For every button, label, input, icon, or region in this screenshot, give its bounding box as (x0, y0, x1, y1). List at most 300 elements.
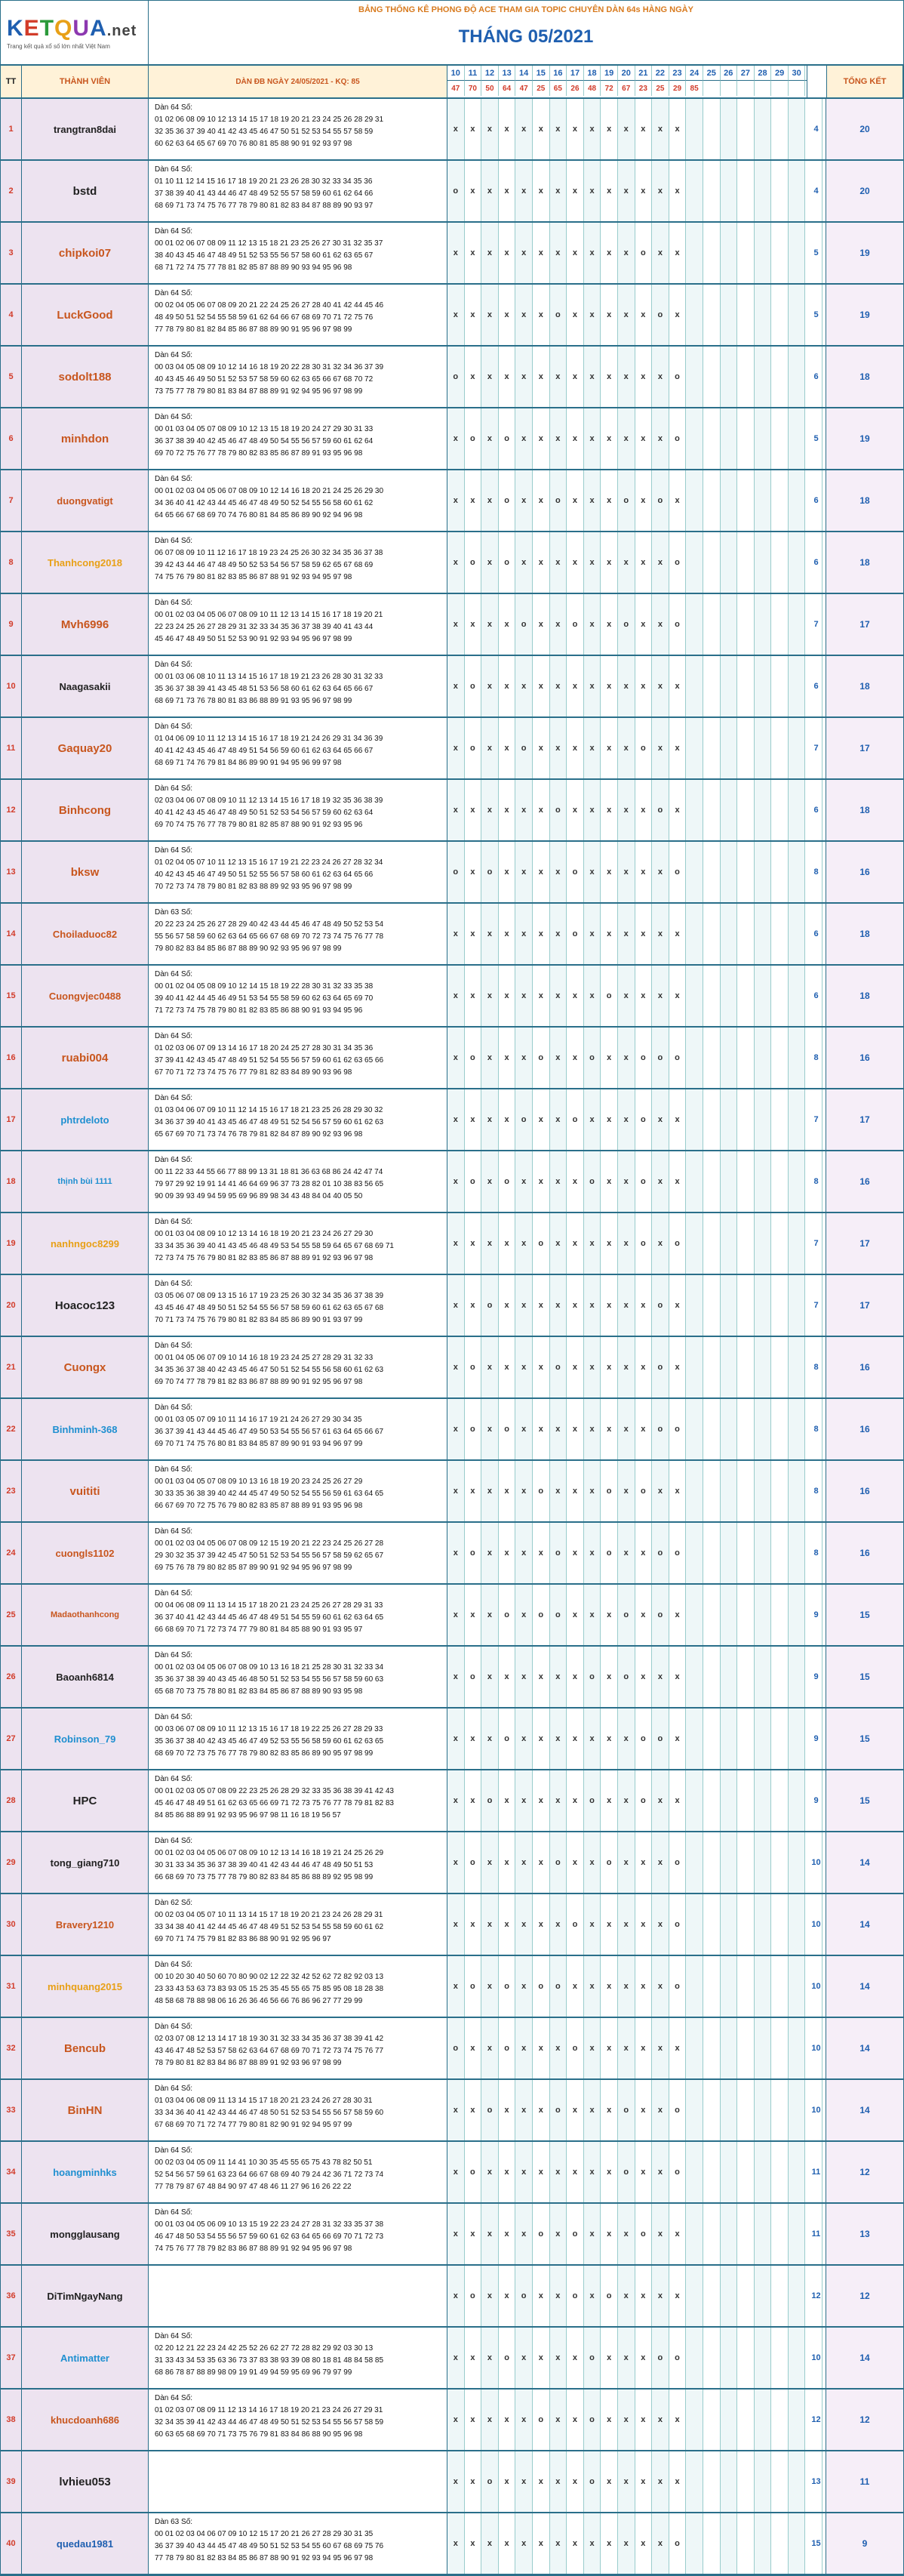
day-mark: x (447, 2451, 465, 2512)
member-name[interactable]: hoangminhks (22, 2142, 149, 2202)
miss-count: 6 (807, 532, 826, 593)
day-mark (789, 842, 806, 902)
day-mark (721, 1399, 738, 1459)
day-mark (789, 594, 806, 655)
day-mark: x (499, 966, 516, 1026)
day-mark: x (618, 1956, 635, 2017)
day-mark: x (481, 1709, 499, 1769)
table-row (1, 161, 903, 223)
day-mark: x (499, 2266, 516, 2326)
day-mark: o (465, 1832, 482, 1893)
day-mark: x (533, 1647, 550, 1707)
day-mark: x (652, 1151, 669, 1212)
number-set-heading: Dàn 64 Số: (155, 1404, 193, 1412)
day-marks (447, 223, 807, 283)
day-mark: x (567, 161, 584, 221)
total-score: 19 (826, 408, 903, 469)
day-mark: x (550, 842, 567, 902)
member-name[interactable]: tong_giang710 (22, 1832, 149, 1893)
day-number: 16 (550, 66, 567, 81)
day-mark: x (635, 594, 653, 655)
day-mark: o (499, 2328, 516, 2388)
day-number: 12 (481, 66, 499, 81)
number-set (149, 2080, 447, 2140)
day-mark: x (584, 1089, 601, 1150)
total-score: 16 (826, 1151, 903, 1212)
member-name[interactable]: Hoacoc123 (22, 1275, 149, 1336)
member-name[interactable]: Bravery1210 (22, 1894, 149, 1955)
day-mark (721, 1151, 738, 1212)
day-mark: x (567, 1399, 584, 1459)
day-marks (447, 2513, 807, 2574)
day-mark: o (652, 1399, 669, 1459)
day-mark (771, 1894, 789, 1955)
day-mark: o (669, 347, 687, 407)
day-mark: x (550, 1461, 567, 1521)
day-mark: x (481, 966, 499, 1026)
day-mark: x (601, 1770, 618, 1831)
row-index: 12 (1, 780, 22, 840)
member-name[interactable]: sodolt188 (22, 347, 149, 407)
day-mark: x (499, 2451, 516, 2512)
miss-count: 10 (807, 2018, 826, 2078)
day-mark (771, 1461, 789, 1521)
day-mark (771, 2266, 789, 2326)
day-mark: x (447, 532, 465, 593)
day-mark: o (567, 594, 584, 655)
day-mark: o (584, 2390, 601, 2450)
day-mark: x (447, 2204, 465, 2264)
table-row (1, 718, 903, 780)
number-line: 00 02 04 05 06 07 08 09 20 21 22 24 25 26 27 28 40 41 42 44 45 46 (155, 301, 384, 310)
day-mark (789, 347, 806, 407)
day-mark (771, 656, 789, 716)
day-mark: x (499, 285, 516, 345)
member-name[interactable]: quedau1981 (22, 2513, 149, 2574)
member-name[interactable]: Robinson_79 (22, 1709, 149, 1769)
number-line: 30 33 35 36 38 39 40 42 44 45 47 49 50 52 54 55 56 59 61 63 64 65 (155, 1490, 384, 1498)
day-mark (755, 1647, 772, 1707)
day-mark: x (618, 161, 635, 221)
day-mark: x (669, 966, 687, 1026)
number-line: 36 37 38 39 40 42 45 46 47 48 49 50 54 55 56 57 59 60 61 62 64 (155, 437, 374, 445)
day-mark: o (618, 1647, 635, 1707)
miss-count: 7 (807, 1089, 826, 1150)
result-number: 64 (499, 81, 516, 96)
day-mark: x (481, 2513, 499, 2574)
miss-count: 11 (807, 2204, 826, 2264)
member-name[interactable]: Bencub (22, 2018, 149, 2078)
member-name[interactable]: cuongls1102 (22, 1523, 149, 1583)
day-mark: o (550, 1956, 567, 2017)
day-mark: x (515, 656, 533, 716)
member-name[interactable]: khucdoanh686 (22, 2390, 149, 2450)
day-mark (686, 2451, 703, 2512)
day-marks (447, 718, 807, 778)
table-row (1, 1461, 903, 1523)
day-mark: x (618, 408, 635, 469)
day-mark: o (635, 1709, 653, 1769)
day-mark (771, 285, 789, 345)
day-mark (771, 904, 789, 964)
number-set-heading: Dàn 64 Số: (155, 2208, 193, 2217)
day-mark: o (669, 1523, 687, 1583)
day-mark: x (652, 347, 669, 407)
day-mark: x (465, 2451, 482, 2512)
day-mark: x (652, 1461, 669, 1521)
day-mark (737, 1213, 755, 1274)
number-line: 68 69 70 72 73 75 76 77 78 79 80 82 83 85 86 89 90 95 97 98 99 (155, 1749, 374, 1758)
number-set (149, 2018, 447, 2078)
day-mark (789, 470, 806, 531)
table-row (1, 1647, 903, 1709)
day-mark: x (533, 966, 550, 1026)
day-mark (703, 1275, 721, 1336)
day-marks (447, 1956, 807, 2017)
total-score: 14 (826, 1956, 903, 2017)
day-mark: x (669, 2390, 687, 2450)
day-mark: o (515, 594, 533, 655)
member-name[interactable]: Antimatter (22, 2328, 149, 2388)
member-name[interactable]: thịnh bùi 1111 (22, 1151, 149, 1212)
number-set-heading: Dàn 64 Số: (155, 1961, 193, 1969)
member-name[interactable]: phtrdeloto (22, 1089, 149, 1150)
day-mark: x (481, 223, 499, 283)
day-mark: x (481, 1523, 499, 1583)
day-mark: x (601, 2080, 618, 2140)
miss-count: 4 (807, 161, 826, 221)
day-mark (755, 1275, 772, 1336)
day-mark: o (481, 842, 499, 902)
day-mark (686, 1709, 703, 1769)
ketqua-logo[interactable] (1, 1, 149, 64)
day-mark: x (465, 2204, 482, 2264)
day-mark: x (533, 2080, 550, 2140)
day-mark: x (499, 2204, 516, 2264)
member-name[interactable]: Thanhcong2018 (22, 532, 149, 593)
number-set-heading: Dàn 64 Số: (155, 2085, 193, 2093)
table-row (1, 1894, 903, 1956)
member-name[interactable]: Naagasakii (22, 656, 149, 716)
table-row (1, 1832, 903, 1894)
day-mark: o (567, 2266, 584, 2326)
result-number-row (447, 81, 807, 96)
day-mark: x (567, 347, 584, 407)
row-index: 30 (1, 1894, 22, 1955)
day-mark: x (584, 1894, 601, 1955)
day-mark (721, 161, 738, 221)
day-mark: o (515, 718, 533, 778)
number-line: 00 01 02 03 04 05 06 07 08 09 10 12 13 14 16 18 19 21 24 25 26 29 (155, 1849, 384, 1857)
day-mark: x (515, 842, 533, 902)
miss-count: 11 (807, 2142, 826, 2202)
day-mark: x (499, 1461, 516, 1521)
day-mark: x (515, 2204, 533, 2264)
day-mark (721, 1647, 738, 1707)
number-line: 34 36 40 41 42 43 44 45 46 47 48 49 50 52 54 55 56 58 60 61 62 (155, 499, 374, 507)
day-mark: o (618, 594, 635, 655)
day-mark (686, 285, 703, 345)
day-mark: x (447, 2328, 465, 2388)
day-mark: x (584, 2142, 601, 2202)
member-name[interactable]: Mvh6996 (22, 594, 149, 655)
member-name[interactable]: Cuongvjec0488 (22, 966, 149, 1026)
day-mark (755, 223, 772, 283)
table-row (1, 842, 903, 904)
table-row (1, 1523, 903, 1585)
member-name[interactable]: trangtran8dai (22, 99, 149, 159)
member-name[interactable]: LuckGood (22, 285, 149, 345)
day-mark: x (584, 1213, 601, 1274)
day-mark: o (499, 532, 516, 593)
day-mark: x (550, 2018, 567, 2078)
member-name[interactable]: Cuongx (22, 1337, 149, 1397)
day-mark: x (567, 408, 584, 469)
day-mark (686, 1832, 703, 1893)
member-name[interactable]: vuititi (22, 1461, 149, 1521)
day-mark (737, 1089, 755, 1150)
day-mark: x (584, 1956, 601, 2017)
day-mark: x (669, 656, 687, 716)
table-row (1, 1213, 903, 1275)
day-mark: x (550, 1275, 567, 1336)
number-line: 52 54 56 57 59 61 63 23 64 66 67 68 69 40 79 24 42 36 71 72 73 74 (155, 2171, 384, 2179)
member-name[interactable]: Baoanh6814 (22, 1647, 149, 1707)
day-mark (789, 1647, 806, 1707)
day-mark: x (499, 904, 516, 964)
day-mark (721, 718, 738, 778)
member-name[interactable]: chipkoi07 (22, 223, 149, 283)
day-mark (721, 2266, 738, 2326)
number-set-heading: Dàn 64 Số: (155, 1589, 193, 1598)
day-mark (771, 1585, 789, 1645)
total-score: 15 (826, 1647, 903, 1707)
day-mark (789, 966, 806, 1026)
member-name[interactable]: nanhngoc8299 (22, 1213, 149, 1274)
day-mark: o (635, 1213, 653, 1274)
number-line: 00 01 04 05 06 07 09 10 14 16 18 19 23 24 25 27 28 29 31 32 33 (155, 1354, 374, 1362)
member-name[interactable]: BinHN (22, 2080, 149, 2140)
number-line: 00 01 03 05 07 09 10 11 14 16 17 19 21 24 26 27 29 30 34 35 (155, 1416, 362, 1424)
day-mark (771, 2142, 789, 2202)
day-mark: x (584, 2513, 601, 2574)
day-mark: o (669, 532, 687, 593)
day-marks (447, 656, 807, 716)
total-score: 14 (826, 2080, 903, 2140)
day-mark: x (652, 1832, 669, 1893)
day-marks (447, 285, 807, 345)
day-mark: x (515, 285, 533, 345)
day-mark (703, 408, 721, 469)
day-mark: x (567, 1647, 584, 1707)
day-mark: x (499, 347, 516, 407)
day-mark: x (515, 1337, 533, 1397)
day-mark: o (584, 1770, 601, 1831)
day-mark: x (481, 2018, 499, 2078)
day-mark (703, 99, 721, 159)
day-mark (789, 1275, 806, 1336)
day-mark: x (618, 718, 635, 778)
row-index: 6 (1, 408, 22, 469)
member-name[interactable]: Binhcong (22, 780, 149, 840)
day-mark: x (669, 1151, 687, 1212)
result-number (703, 81, 721, 96)
day-mark: x (481, 2390, 499, 2450)
day-mark (789, 1832, 806, 1893)
day-mark: x (499, 1523, 516, 1583)
title-area (149, 1, 903, 64)
day-mark: x (584, 2018, 601, 2078)
day-mark: x (533, 1832, 550, 1893)
day-mark (789, 1709, 806, 1769)
miss-count: 10 (807, 1894, 826, 1955)
day-mark: x (533, 347, 550, 407)
day-mark (771, 1275, 789, 1336)
day-mark (686, 2142, 703, 2202)
day-mark: x (550, 408, 567, 469)
row-index: 7 (1, 470, 22, 531)
day-mark: o (618, 1585, 635, 1645)
member-name[interactable]: ruabi004 (22, 1028, 149, 1088)
number-line: 68 69 71 73 74 75 76 77 78 79 80 81 82 83 84 87 88 89 90 93 97 (155, 202, 374, 210)
day-mark: x (447, 223, 465, 283)
day-mark: o (447, 347, 465, 407)
day-mark (755, 1461, 772, 1521)
day-mark (686, 2513, 703, 2574)
member-name[interactable]: lvhieu053 (22, 2451, 149, 2512)
day-mark: x (533, 1337, 550, 1397)
member-name[interactable]: bksw (22, 842, 149, 902)
day-mark: x (550, 1213, 567, 1274)
number-line: 35 36 37 38 39 41 43 45 48 51 53 56 58 60 61 62 63 64 65 66 67 (155, 685, 374, 693)
day-marks (447, 2266, 807, 2326)
day-mark: x (601, 532, 618, 593)
day-marks (447, 1399, 807, 1459)
number-line: 68 69 71 73 76 78 80 81 83 86 88 89 91 93 95 96 97 98 99 (155, 697, 352, 705)
day-mark: x (669, 1089, 687, 1150)
day-mark: x (567, 99, 584, 159)
day-mark: x (550, 594, 567, 655)
member-name[interactable]: bstd (22, 161, 149, 221)
day-mark: x (465, 1213, 482, 1274)
number-set-heading: Dàn 64 Số: (155, 1342, 193, 1350)
number-line: 33 34 38 40 41 42 44 45 46 47 48 49 51 52 53 54 55 58 59 60 61 62 (155, 1923, 384, 1931)
miss-count: 5 (807, 408, 826, 469)
day-mark: x (515, 2328, 533, 2388)
day-mark (737, 1647, 755, 1707)
number-set (149, 594, 447, 655)
member-name[interactable]: Gaquay20 (22, 718, 149, 778)
day-mark (737, 966, 755, 1026)
day-mark: x (481, 2142, 499, 2202)
number-line: 34 36 37 39 40 41 43 45 46 47 48 49 51 52 54 56 57 59 60 61 62 63 (155, 1118, 384, 1126)
number-set-heading: Dàn 64 Số: (155, 970, 193, 978)
day-mark: x (447, 1956, 465, 2017)
number-line: 72 73 74 75 76 79 80 81 82 83 85 86 87 88 89 91 92 93 96 97 98 (155, 1254, 374, 1262)
number-line: 01 04 06 09 10 11 12 13 14 15 16 17 18 19 21 24 26 29 31 34 36 39 (155, 735, 383, 743)
member-name[interactable]: minhdon (22, 408, 149, 469)
day-marks (447, 1028, 807, 1088)
total-score: 19 (826, 285, 903, 345)
day-marks (447, 1151, 807, 1212)
member-name[interactable]: DiTimNgayNang (22, 2266, 149, 2326)
day-mark (686, 2018, 703, 2078)
day-mark: o (567, 1089, 584, 1150)
day-mark (721, 2513, 738, 2574)
day-mark: x (618, 1832, 635, 1893)
day-mark: x (515, 2451, 533, 2512)
day-mark: x (652, 2451, 669, 2512)
day-mark: x (584, 842, 601, 902)
day-mark: o (618, 2080, 635, 2140)
member-name[interactable]: mongglausang (22, 2204, 149, 2264)
day-mark (721, 1585, 738, 1645)
day-mark (737, 532, 755, 593)
day-mark: x (584, 1461, 601, 1521)
number-set (149, 1709, 447, 1769)
day-number: 23 (669, 66, 687, 81)
number-line: 00 01 02 03 04 05 06 07 08 09 10 12 14 16 18 20 21 24 25 26 29 30 (155, 487, 384, 495)
result-number: 65 (550, 81, 567, 96)
number-line: 90 09 39 93 49 94 59 95 69 96 89 98 34 43 48 84 04 40 05 50 (155, 1192, 363, 1200)
day-mark: x (515, 1213, 533, 1274)
day-mark (755, 1894, 772, 1955)
day-mark: o (499, 1709, 516, 1769)
day-mark (789, 1894, 806, 1955)
day-mark: o (669, 1956, 687, 2017)
member-name[interactable]: minhquang2015 (22, 1956, 149, 2017)
number-line: 31 33 43 34 53 35 63 36 73 37 83 38 93 39 08 80 18 81 48 84 58 85 (155, 2356, 384, 2365)
member-name[interactable]: Choiladuoc82 (22, 904, 149, 964)
member-name[interactable]: Madaothanhcong (22, 1585, 149, 1645)
day-mark (686, 470, 703, 531)
day-mark: x (465, 1461, 482, 1521)
number-line: 33 34 35 36 39 40 41 43 45 46 48 49 53 54 55 58 59 64 65 67 68 69 71 (155, 1242, 394, 1250)
number-set (149, 2266, 447, 2326)
member-name[interactable]: duongvatigt (22, 470, 149, 531)
day-mark: o (499, 1956, 516, 2017)
day-mark: x (635, 2451, 653, 2512)
day-mark (771, 1151, 789, 1212)
number-line: 68 69 71 74 76 79 81 84 86 89 90 91 94 95 96 99 97 98 (155, 759, 342, 767)
day-mark: x (533, 532, 550, 593)
day-mark (703, 656, 721, 716)
day-mark: o (601, 1523, 618, 1583)
member-name[interactable]: Binhminh-368 (22, 1399, 149, 1459)
day-mark: x (499, 2142, 516, 2202)
day-mark: x (499, 161, 516, 221)
day-mark: x (515, 2018, 533, 2078)
day-mark (721, 1770, 738, 1831)
number-line: 00 01 02 03 04 05 06 07 08 09 10 13 16 18 21 25 28 30 31 32 33 34 (155, 1663, 384, 1672)
day-mark: x (618, 1337, 635, 1397)
number-line: 67 68 69 70 71 72 74 77 79 80 81 82 90 91 92 94 95 97 99 (155, 2121, 352, 2129)
day-mark: x (447, 1647, 465, 1707)
day-mark: o (550, 1832, 567, 1893)
day-mark: x (652, 2080, 669, 2140)
day-mark: x (465, 2328, 482, 2388)
row-index: 10 (1, 656, 22, 716)
member-name[interactable]: HPC (22, 1770, 149, 1831)
number-set (149, 1275, 447, 1336)
day-mark: x (515, 1832, 533, 1893)
day-mark (737, 161, 755, 221)
miss-count: 6 (807, 780, 826, 840)
number-set (149, 223, 447, 283)
total-score: 18 (826, 470, 903, 531)
day-mark (703, 1585, 721, 1645)
day-mark: x (515, 1151, 533, 1212)
